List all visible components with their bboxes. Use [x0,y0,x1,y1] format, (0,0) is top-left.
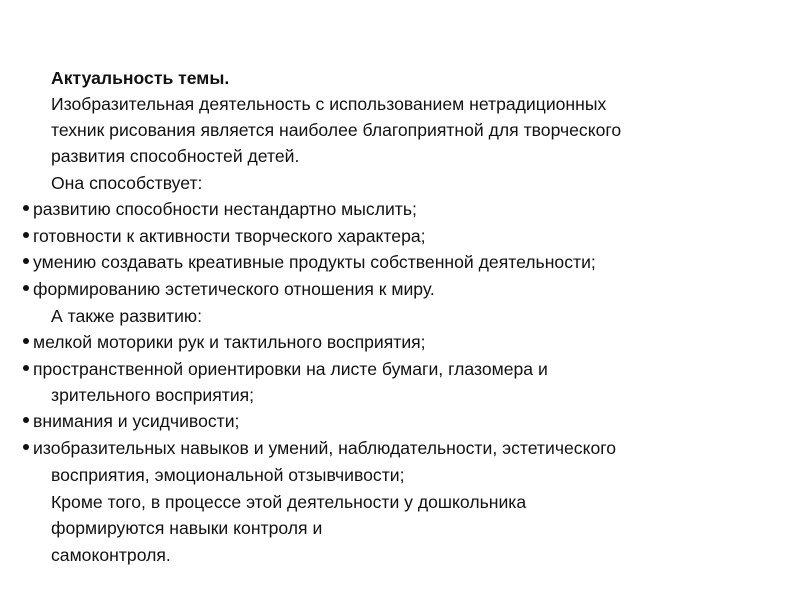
intro-line: техник рисования является наиболее благоприятной для творческого [51,120,622,140]
slide-title: Актуальность темы. [51,68,230,88]
bullet-icon [23,258,29,264]
bullet-icon [23,338,29,344]
conclusion-line: Кроме того, в процессе этой деятельности у дошкольника [51,492,527,512]
list-item-text: готовности к активности творческого характера; [33,226,426,246]
bullet-icon [23,285,29,291]
bullet-icon [23,444,29,450]
list-item [23,357,548,381]
bullet-icon [23,365,29,371]
conclusion-line: самоконтроля. [51,545,171,565]
list-item [23,224,426,248]
list-item-text: изобразительных навыков и умений, наблюдательности, эстетического [33,438,617,458]
intro-line: развития способностей детей. [51,146,300,166]
list-item-text: умению создавать креативные продукты собственной деятельности; [33,252,596,272]
promotes-heading: Она способствует: [51,173,203,193]
list-item [23,330,426,354]
list-item-text: мелкой моторики рук и тактильного восприятия; [33,332,426,352]
intro-line: Изобразительная деятельность с использованием нетрадиционных [51,94,607,114]
conclusion-line: формируются навыки контроля и [51,518,323,538]
list-item-text: формированию эстетического отношения к миру. [33,279,435,299]
list-item [23,197,417,221]
also-heading: А также развитию: [51,306,202,326]
bullet-icon [23,205,29,211]
list-item [23,277,435,301]
list-item-text: внимания и усидчивости; [33,411,240,431]
list-item-continuation: восприятия, эмоциональной отзывчивости; [51,465,405,485]
list-item [23,409,239,433]
list-item-text: развитию способности нестандартно мыслить; [33,199,417,219]
bullet-icon [23,232,29,238]
list-item-text: пространственной ориентировки на листе бумаги, глазомера и [33,359,548,379]
list-item-continuation: зрительного восприятия; [51,385,255,405]
bullet-icon [23,417,29,423]
list-item [23,250,596,274]
list-item [23,436,616,460]
